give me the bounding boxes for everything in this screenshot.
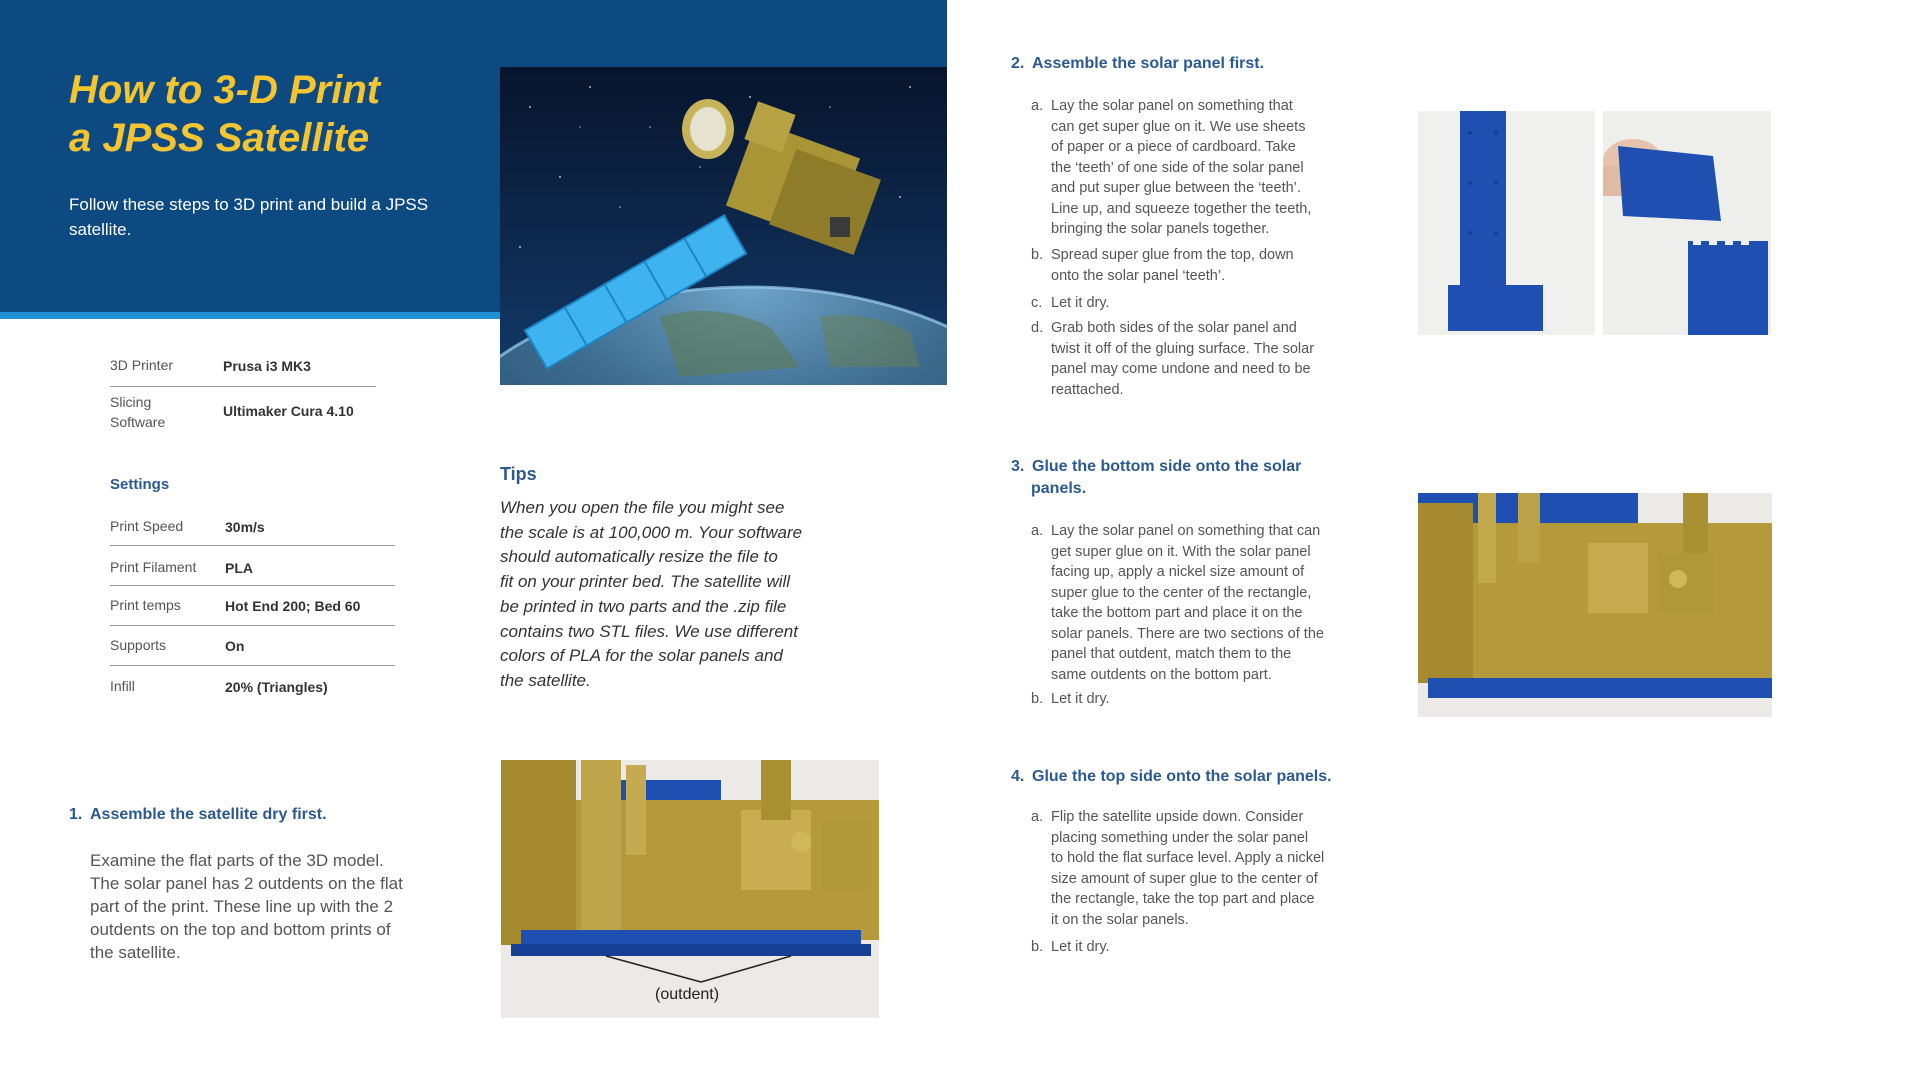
- divider: [110, 386, 376, 387]
- spec-printer-label: 3D Printer: [110, 357, 174, 373]
- step-4a: a. Flip the satellite upside down. Consider placing something under the solar panel to hold the flat surface level. Apply a nickel size amount of super glue to the center of the rectangle, take the top part and place it on the solar panels.: [1031, 809, 1325, 928]
- step-3-heading: 3. Glue the bottom side onto the solar: [1011, 458, 1302, 475]
- settings-row: Print temps Hot End 200; Bed 60: [110, 597, 361, 614]
- divider: [110, 545, 395, 546]
- spec-slicing-label: Slicing Software: [110, 394, 166, 430]
- step-2a: a. Lay the solar panel on something that can get super glue on it. We use sheets of paper or a piece of cardboard. Take the ‘teeth’ of one side of the solar panel and put super glue between the ‘teeth’. Line up, and squeeze together the teeth, bringing the solar panels together.: [1031, 98, 1312, 237]
- panel-teeth-illustration: [1603, 111, 1771, 335]
- hero-stripe: [0, 312, 500, 319]
- printed-model-photo: [501, 760, 879, 1018]
- tips-heading: Tips: [500, 464, 537, 484]
- divider: [110, 585, 395, 586]
- settings-row: Supports On: [110, 637, 245, 654]
- page-title: How to 3-D Print a JPSS Satellite: [69, 68, 381, 160]
- step-3-heading-cont: panels.: [1031, 480, 1087, 497]
- spec-slicing-row: [110, 392, 376, 432]
- divider: [110, 625, 395, 626]
- step-3b: b. Let it dry.: [1031, 691, 1110, 707]
- solar-panel-illustration: [1418, 111, 1595, 335]
- satellite-illustration: [500, 67, 947, 385]
- solar-panel-photo: [1418, 111, 1595, 335]
- step-2-heading: 2. Assemble the solar panel first.: [1011, 55, 1265, 72]
- step-2b: b. Spread super glue from the top, down onto the solar panel ‘teeth’.: [1031, 247, 1294, 284]
- step-2c: c. Let it dry.: [1031, 295, 1110, 311]
- step-4-heading: 4. Glue the top side onto the solar panels.: [1011, 768, 1332, 785]
- settings-heading: Settings: [110, 476, 170, 493]
- glued-bottom-photo: [1418, 493, 1772, 717]
- divider: [110, 665, 395, 666]
- step-4b: b. Let it dry.: [1031, 939, 1110, 955]
- settings-row: Print Speed 30m/s: [110, 518, 265, 535]
- step-1-text: Examine the flat parts of the 3D model. The solar panel has 2 outdents on the flat part of the print. These line up with the 2 outdents on the top and bottom prints of the satellite.: [90, 851, 403, 962]
- panel-teeth-photo: [1603, 111, 1771, 335]
- settings-row: Infill 20% (Triangles): [110, 678, 328, 695]
- step-2d: d. Grab both sides of the solar panel and twist it off of the gluing surface. The solar panel may come undone and need to be reattached.: [1031, 320, 1315, 398]
- spec-printer-value: Prusa i3 MK3: [223, 358, 311, 374]
- step-3a: a. Lay the solar panel on something that can get super glue on it. With the solar panel facing up, apply a nickel size amount of super glue to the center of the rectangle, take the bottom part and place it on the solar panels. There are two sections of the panel that outdent, match them to the same outdents on the bottom part.: [1031, 523, 1324, 683]
- printed-model-illustration: [501, 760, 879, 1018]
- spec-slicing-value: Ultimaker Cura 4.10: [223, 403, 354, 419]
- step-1-heading: 1. Assemble the satellite dry first.: [69, 806, 327, 823]
- page-subtitle: Follow these steps to 3D print and build a JPSS satellite.: [69, 195, 429, 239]
- spec-printer-row: [110, 357, 376, 377]
- glued-bottom-illustration: [1418, 493, 1772, 717]
- settings-row: Print Filament PLA: [110, 559, 253, 576]
- tips-text: When you open the file you might see the scale is at 100,000 m. Your software should automatically resize the file to fit on your printer bed. The satellite will be printed in two parts and the .zip file contains two STL files. We use different colors of PLA for the solar panels and the satellite.: [500, 498, 803, 690]
- photo-caption: (outdent): [655, 986, 720, 1003]
- satellite-orbit-image: [500, 67, 947, 385]
